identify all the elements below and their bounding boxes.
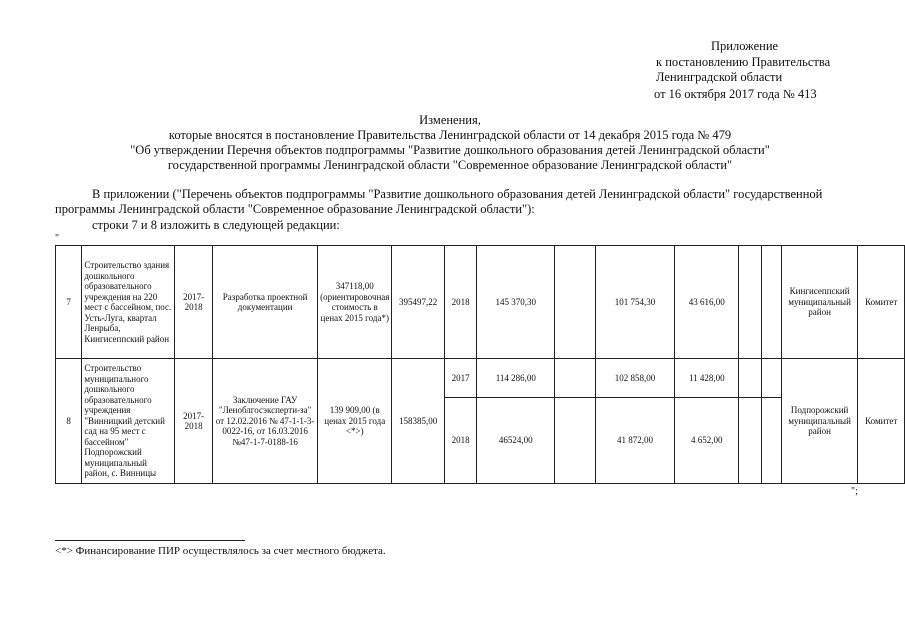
intro-line2: программы Ленинградской области "Современное образование Ленинградской области"): [55, 202, 535, 216]
funding-sum: 145 370,30 [477, 246, 555, 359]
regional-budget: 41 872,00 [595, 398, 675, 484]
row-number: 7 [56, 246, 82, 359]
close-quote: "; [851, 486, 858, 497]
extra-column [762, 359, 782, 398]
doc-title-line2: которые вносятся в постановление Правительства Ленинградской области от 14 декабря 2015 года № 479 [168, 128, 732, 142]
district: Кингисеппский муниципальный район [781, 246, 858, 359]
regional-budget: 101 754,30 [595, 246, 675, 359]
extra-column [762, 246, 782, 359]
appendix-label: Приложение [711, 39, 779, 53]
object-name: Строительство здания дошкольного образовательного учреждения на 220 мест с бассейном, пос. Усть-Луга, квартал Ленрыба, Кингисеппский район [82, 246, 175, 359]
federal-budget [555, 359, 595, 398]
local-budget: 43 616,00 [675, 246, 739, 359]
estimated-cost: 347118,00 (ориентировочная стоимость в ценах 2015 года*) [318, 246, 392, 359]
customer: Комитет [858, 359, 905, 484]
doc-title-line3: "Об утверждении Перечня объектов подпрограммы "Развитие дошкольного образования детей Ленинградской области" [130, 143, 770, 157]
federal-budget [555, 246, 595, 359]
other-sources [739, 398, 762, 484]
total-cost: 158385,00 [392, 359, 445, 484]
intro-line3: строки 7 и 8 изложить в следующей редакции: [92, 218, 340, 232]
documentation: Заключение ГАУ "Леноблгосэксперти-за" от 12.02.2016 № 47-1-1-3-0022-16, от 16.03.2016 №47-1-7-0188-16 [213, 359, 318, 484]
period: 2017-2018 [175, 359, 213, 484]
other-sources [739, 246, 762, 359]
funding-sum: 114 286,00 [477, 359, 555, 398]
documentation: Разработка проектной документации [213, 246, 318, 359]
regional-budget: 102 858,00 [595, 359, 675, 398]
doc-title-line4: государственной программы Ленинградской области "Современное образование Ленинградской области" [167, 158, 733, 172]
footnote: <*> Финансирование ПИР осуществлялось за счет местного бюджета. [55, 545, 386, 557]
doc-title: Изменения, [419, 113, 481, 127]
estimated-cost: 139 909,00 (в ценах 2015 года <*>) [318, 359, 392, 484]
year: 2018 [444, 246, 476, 359]
footnote-divider [55, 540, 245, 541]
year: 2017 [444, 359, 476, 398]
extra-column [762, 398, 782, 484]
object-name: Строительство муниципального дошкольного образовательного учреждения "Винницкий детский сад на 95 мест с бассейном" Подпорожский муниципальный район, с. Винницы [82, 359, 175, 484]
row-number: 8 [56, 359, 82, 484]
period: 2017-2018 [175, 246, 213, 359]
local-budget: 11 428,00 [675, 359, 739, 398]
total-cost: 395497,22 [392, 246, 445, 359]
open-quote: " [55, 233, 60, 244]
local-budget: 4 652,00 [675, 398, 739, 484]
district: Подпорожский муниципальный район [781, 359, 858, 484]
table-row [56, 359, 905, 398]
appendix-date: от 16 октября 2017 года № 413 [654, 87, 817, 101]
appendix-ref: к постановлению Правительства [656, 55, 831, 69]
intro-line1: В приложении ("Перечень объектов подпрограммы "Развитие дошкольного образования детей Ленинградской области" государственной [92, 187, 823, 201]
funding-sum: 46524,00 [477, 398, 555, 484]
objects-table [55, 245, 905, 484]
appendix-region: Ленинградской области [656, 70, 783, 84]
federal-budget [555, 398, 595, 484]
other-sources [739, 359, 762, 398]
year: 2018 [444, 398, 476, 484]
customer: Комитет [858, 246, 905, 359]
table-row [56, 246, 905, 359]
